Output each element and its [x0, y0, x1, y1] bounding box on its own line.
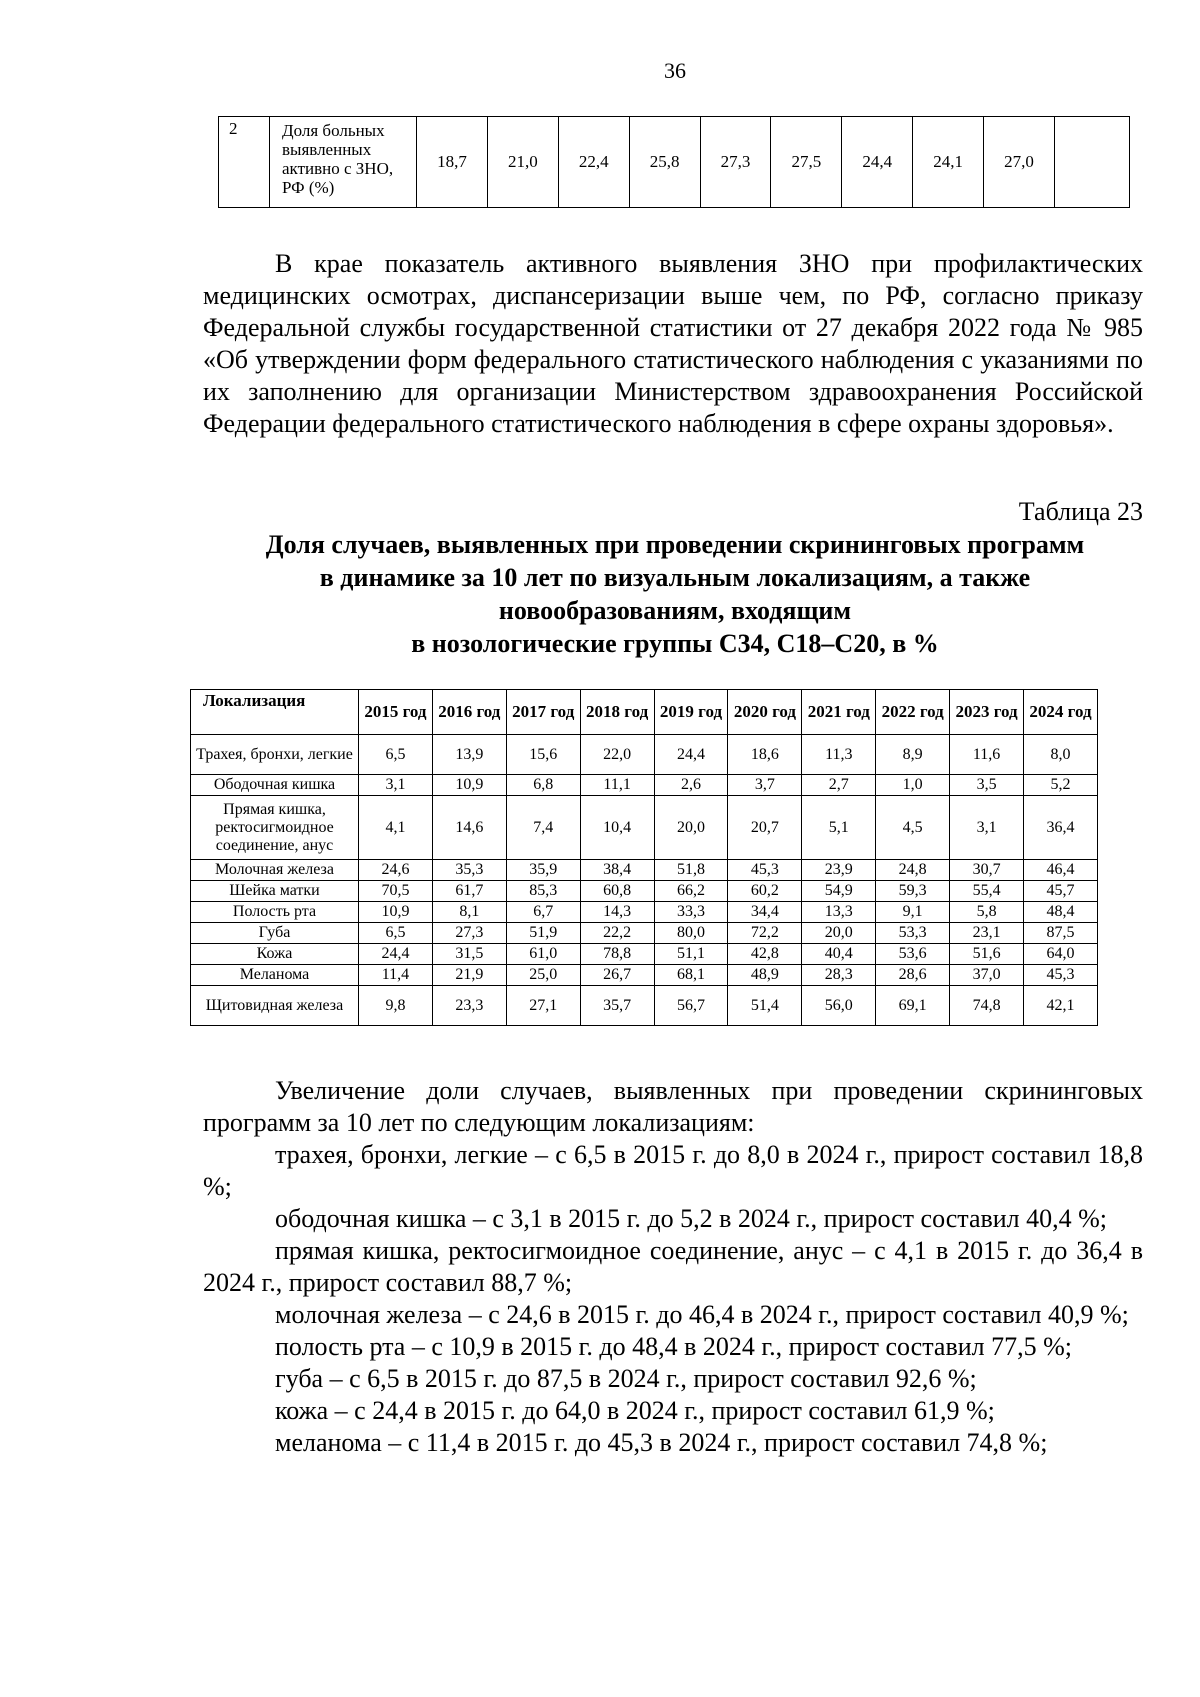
table-cell: 11,4: [359, 965, 433, 986]
table-cell: 9,8: [359, 986, 433, 1026]
row-localization: Трахея, бронхи, легкие: [191, 735, 359, 775]
list-item: кожа – с 24,4 в 2015 г. до 64,0 в 2024 г., прирост составил 61,9 %;: [275, 1396, 995, 1425]
table-cell: 53,6: [876, 944, 950, 965]
table-header-row: [191, 690, 1098, 735]
title-line: в динамике за 10 лет по визуальным локализациям, а также: [319, 563, 1031, 592]
table-cell: 8,1: [432, 902, 506, 923]
row-localization: Меланома: [191, 965, 359, 986]
column-header-year: 2020 год: [728, 690, 802, 735]
row-localization: Молочная железа: [191, 860, 359, 881]
table-cell: 78,8: [580, 944, 654, 965]
table-cell: 24,4: [359, 944, 433, 965]
table-label: Таблица 23: [1018, 497, 1143, 526]
table-cell: 5,1: [802, 796, 876, 860]
table-cell: 22,4: [558, 117, 629, 208]
table-cell: 46,4: [1024, 860, 1098, 881]
table-cell: 23,3: [432, 986, 506, 1026]
table-cell: 45,3: [1024, 965, 1098, 986]
table-cell: 24,4: [842, 117, 913, 208]
table-cell: 55,4: [950, 881, 1024, 902]
table-row: [191, 735, 1098, 775]
row-localization: Щитовидная железа: [191, 986, 359, 1026]
table-cell: 72,2: [728, 923, 802, 944]
table-cell: 1,0: [876, 775, 950, 796]
table-cell: 14,6: [432, 796, 506, 860]
table-cell: 6,5: [359, 923, 433, 944]
table-cell: 13,3: [802, 902, 876, 923]
table-cell: 20,0: [802, 923, 876, 944]
table-cell: 35,9: [506, 860, 580, 881]
table-row: [191, 965, 1098, 986]
column-header-year: 2016 год: [432, 690, 506, 735]
column-header-year: 2017 год: [506, 690, 580, 735]
column-header-year: 2022 год: [876, 690, 950, 735]
table-cell: 54,9: [802, 881, 876, 902]
table-row: [191, 860, 1098, 881]
list-item: трахея, бронхи, легкие – с 6,5 в 2015 г. до 8,0 в 2024 г., прирост составил 18,8 %;: [203, 1140, 1143, 1201]
table-cell: 6,8: [506, 775, 580, 796]
table-cell: 59,3: [876, 881, 950, 902]
table-cell: 36,4: [1024, 796, 1098, 860]
table-cell: 25,8: [629, 117, 700, 208]
table-cell: 27,0: [984, 117, 1055, 208]
table-cell: 20,0: [654, 796, 728, 860]
table-row: [191, 986, 1098, 1026]
table-cell: 22,0: [580, 735, 654, 775]
table-cell: 45,7: [1024, 881, 1098, 902]
table-cell: 70,5: [359, 881, 433, 902]
table-cell: 14,3: [580, 902, 654, 923]
table-cell: 48,9: [728, 965, 802, 986]
table-cell: 66,2: [654, 881, 728, 902]
table-cell: 3,7: [728, 775, 802, 796]
row-localization: Кожа: [191, 944, 359, 965]
table-cell: 33,3: [654, 902, 728, 923]
table-row: [191, 944, 1098, 965]
table-cell: 13,9: [432, 735, 506, 775]
title-line: в нозологические группы С34, С18–С20, в %: [411, 629, 939, 658]
row-localization: Прямая кишка, ректосигмоидное соединение, анус: [191, 796, 359, 860]
list-item: ободочная кишка – с 3,1 в 2015 г. до 5,2 в 2024 г., прирост составил 40,4 %;: [275, 1204, 1108, 1233]
table-cell: 15,6: [506, 735, 580, 775]
table-row: [191, 775, 1098, 796]
table-cell: 4,5: [876, 796, 950, 860]
column-header-localization: Локализация: [191, 690, 359, 735]
table-cell: 24,6: [359, 860, 433, 881]
table-cell: 26,7: [580, 965, 654, 986]
table-cell: 51,6: [950, 944, 1024, 965]
table-cell: 61,7: [432, 881, 506, 902]
table-cell: 24,4: [654, 735, 728, 775]
column-header-year: 2019 год: [654, 690, 728, 735]
table-cell: 51,8: [654, 860, 728, 881]
table-cell: 9,1: [876, 902, 950, 923]
table-cell: 11,1: [580, 775, 654, 796]
table-row: [191, 923, 1098, 944]
table-cell: 42,8: [728, 944, 802, 965]
list-item: молочная железа – с 24,6 в 2015 г. до 46,4 в 2024 г., прирост составил 40,9 %;: [275, 1300, 1129, 1329]
table-cell: 56,7: [654, 986, 728, 1026]
table-cell: 38,4: [580, 860, 654, 881]
increase-list: [203, 1139, 1143, 1459]
table-cell: 18,6: [728, 735, 802, 775]
row-localization: Полость рта: [191, 902, 359, 923]
column-header-year: 2015 год: [359, 690, 433, 735]
table-cell: 7,4: [506, 796, 580, 860]
row-localization: Губа: [191, 923, 359, 944]
table-cell: 11,3: [802, 735, 876, 775]
continued-table: [218, 116, 1130, 208]
table-cell: 24,8: [876, 860, 950, 881]
table-cell: 60,2: [728, 881, 802, 902]
table-cell: 18,7: [417, 117, 488, 208]
paragraph: Увеличение доли случаев, выявленных при проведении скрининговых программ за 10 лет по следующим локализациям:: [203, 1076, 1143, 1137]
table-cell: 74,8: [950, 986, 1024, 1026]
table-cell: 10,9: [359, 902, 433, 923]
row-label: Доля больных выявленных активно с ЗНО, РФ (%): [270, 117, 417, 208]
table-cell: 10,9: [432, 775, 506, 796]
table-cell: 6,7: [506, 902, 580, 923]
table-cell: 21,9: [432, 965, 506, 986]
list-item: прямая кишка, ректосигмоидное соединение, анус – с 4,1 в 2015 г. до 36,4 в 2024 г., прирост составил 88,7 %;: [203, 1236, 1143, 1297]
table-cell: 6,5: [359, 735, 433, 775]
table-cell: 51,9: [506, 923, 580, 944]
table-cell: 64,0: [1024, 944, 1098, 965]
table-cell: 69,1: [876, 986, 950, 1026]
row-number: 2: [219, 117, 270, 208]
table-cell: 20,7: [728, 796, 802, 860]
table-cell: 27,5: [771, 117, 842, 208]
table-cell: 2,7: [802, 775, 876, 796]
table-cell: 28,6: [876, 965, 950, 986]
table-cell: 61,0: [506, 944, 580, 965]
table-cell: 30,7: [950, 860, 1024, 881]
table-cell: 85,3: [506, 881, 580, 902]
screening-table: [190, 689, 1098, 1026]
table-cell: 34,4: [728, 902, 802, 923]
table-cell: 24,1: [913, 117, 984, 208]
title-line: новообразованиям, входящим: [498, 596, 852, 625]
table-cell: 5,2: [1024, 775, 1098, 796]
table-cell: 22,2: [580, 923, 654, 944]
table-cell: 8,9: [876, 735, 950, 775]
table-cell: 68,1: [654, 965, 728, 986]
row-localization: Ободочная кишка: [191, 775, 359, 796]
table-cell: 28,3: [802, 965, 876, 986]
column-header-year: 2023 год: [950, 690, 1024, 735]
table-cell: 10,4: [580, 796, 654, 860]
table-cell: 27,3: [432, 923, 506, 944]
table-cell: 23,1: [950, 923, 1024, 944]
table-cell: 40,4: [802, 944, 876, 965]
table-cell: 42,1: [1024, 986, 1098, 1026]
table-row: [219, 117, 1130, 208]
table-row: [191, 796, 1098, 860]
table-cell: 3,5: [950, 775, 1024, 796]
table-cell: 3,1: [359, 775, 433, 796]
list-item: меланома – с 11,4 в 2015 г. до 45,3 в 2024 г., прирост составил 74,8 %;: [275, 1428, 1048, 1457]
table-row: [191, 881, 1098, 902]
table-cell: 23,9: [802, 860, 876, 881]
column-header-year: 2018 год: [580, 690, 654, 735]
table-cell: 5,8: [950, 902, 1024, 923]
table-cell: 51,1: [654, 944, 728, 965]
table-cell: 11,6: [950, 735, 1024, 775]
table-row: [191, 902, 1098, 923]
list-item: губа – с 6,5 в 2015 г. до 87,5 в 2024 г., прирост составил 92,6 %;: [275, 1364, 977, 1393]
table-cell: 45,3: [728, 860, 802, 881]
table-cell: 35,3: [432, 860, 506, 881]
column-header-year: 2021 год: [802, 690, 876, 735]
table-cell: 56,0: [802, 986, 876, 1026]
table-cell: 4,1: [359, 796, 433, 860]
table-cell: 2,6: [654, 775, 728, 796]
column-header-year: 2024 год: [1024, 690, 1098, 735]
table-cell: 21,0: [487, 117, 558, 208]
table-cell: 27,3: [700, 117, 771, 208]
row-localization: Шейка матки: [191, 881, 359, 902]
list-item: полость рта – с 10,9 в 2015 г. до 48,4 в 2024 г., прирост составил 77,5 %;: [275, 1332, 1072, 1361]
table-cell: 27,1: [506, 986, 580, 1026]
table-cell: 60,8: [580, 881, 654, 902]
table-cell: 87,5: [1024, 923, 1098, 944]
table-cell: 53,3: [876, 923, 950, 944]
table-cell: 31,5: [432, 944, 506, 965]
table-cell: 48,4: [1024, 902, 1098, 923]
title-line: Доля случаев, выявленных при проведении скрининговых программ: [265, 530, 1085, 559]
table-title: [210, 528, 1140, 660]
table-cell: 25,0: [506, 965, 580, 986]
table-cell: 35,7: [580, 986, 654, 1026]
table-cell: 8,0: [1024, 735, 1098, 775]
paragraph: В крае показатель активного выявления ЗНО при профилактических медицинских осмотрах, диспансеризации выше чем, по РФ, согласно приказу Федеральной службы государственной статистики от 27 декабря 2022 года № 985 «Об утверждении форм федерального статистического наблюдения с указаниями по их заполнению для организации Министерством здравоохранения Российской Федерации федерального статистического наблюдения в сфере охраны здоровья».: [203, 249, 1143, 438]
table-cell: 3,1: [950, 796, 1024, 860]
table-cell: [1055, 117, 1130, 208]
table-cell: 37,0: [950, 965, 1024, 986]
table-cell: 51,4: [728, 986, 802, 1026]
table-cell: 80,0: [654, 923, 728, 944]
page-number: 36: [664, 58, 686, 83]
